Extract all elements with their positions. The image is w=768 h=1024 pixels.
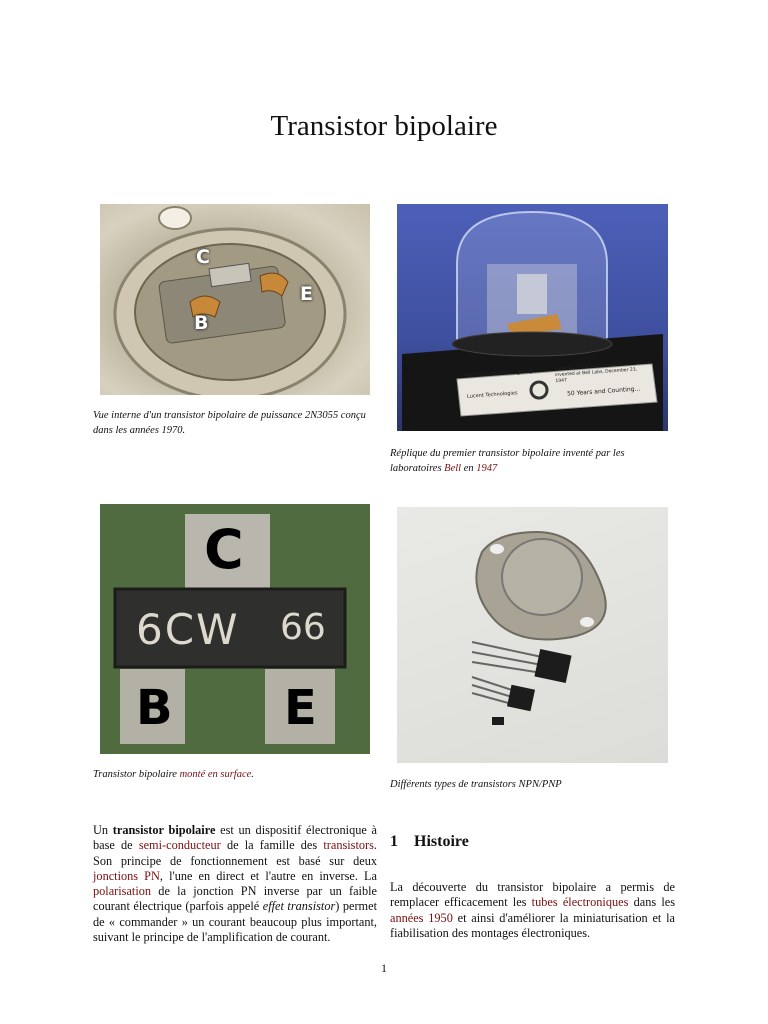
link-semi-conducteur[interactable]: semi-conducteur [138,838,221,853]
figure-caption-1: Vue interne d'un transistor bipolaire de puissance 2N3055 conçu dans les années 1970. [93,410,366,436]
figure-caption-4: Différents types de transistors NPN/PNP [390,779,562,790]
text: dans les [628,895,675,910]
link-transistors[interactable]: transistors [323,838,374,853]
page-number: 1 [381,961,387,975]
page-title: Transistor bipolaire [270,110,498,142]
section-title: Histoire [414,833,469,850]
text: ) permet de « commander » un courant beaucoup plus important, suivant le principe de l'amplification de courant. [93,899,377,945]
text: de la jonction PN inverse par un faible courant électrique (parfois appelé [93,884,377,914]
figure-smd-photo [100,504,370,754]
text: est un dispositif électronique à base de [93,823,378,853]
section-number: 1 [390,833,398,850]
term-effet-transistor: effet transistor [262,899,336,914]
link-monte-en-surface[interactable]: monté en surface [179,769,252,780]
figure-caption-3 [93,767,370,782]
link-1947[interactable]: 1947 [476,463,498,474]
plaque-company-text: Lucent Technologies [466,390,518,400]
caption-text: Transistor bipolaire [93,769,180,780]
caption-text: Réplique du premier transistor bipolaire inventé par les laboratoires [390,448,625,474]
histoire-paragraph [390,880,675,941]
figure-replica-photo [397,204,668,431]
label-b: B [194,312,209,334]
transistor-types-drawing [397,507,668,763]
label-e: E [284,680,317,736]
figure-npn-pnp-photo [397,507,668,763]
link-annees-1950[interactable]: années 1950 [390,910,453,925]
link-jonctions-pn[interactable]: jonctions PN [93,868,160,883]
label-c: C [196,246,210,268]
text: de la famille des [220,838,324,853]
figure-2n3055-photo [100,204,370,395]
figure-caption-2 [390,446,675,476]
bell-jar-drawing [397,204,668,431]
label-b: B [136,680,173,736]
intro-paragraph [93,823,377,945]
label-c: C [204,518,244,581]
section-heading-histoire [390,833,469,851]
text: La découverte du transistor bipolaire a permis de remplacer efficacement les [390,880,675,910]
plaque-replica-text: A replica of the first transistor, invented at Bell Labs, December 23, 1947 [554,362,638,385]
caption-text: . [251,769,254,780]
link-tubes-electroniques[interactable]: tubes électroniques [531,895,629,910]
term-transistor-bipolaire: transistor bipolaire [112,823,216,837]
text: , l'une en direct et l'autre en inverse. La [159,868,377,883]
plaque-group-text: microelectronics group [464,367,534,380]
chip-marking: 6CW [136,605,240,654]
text: . Son principe de fonctionnement est basé sur deux [93,838,377,868]
label-e: E [300,283,313,305]
link-bell[interactable]: Bell [444,463,462,474]
chip-marking-2: 66 [280,607,326,648]
text: Un [93,823,113,837]
plaque-slogan-text: 50 Years and Counting... [566,385,641,398]
caption-text: en [461,463,477,474]
link-polarisation[interactable]: polarisation [93,884,152,899]
text: et ainsi d'améliorer la miniaturisation et la fiabilisation des montages électroniques. [390,910,676,940]
transistor-internals-drawing [100,204,370,395]
